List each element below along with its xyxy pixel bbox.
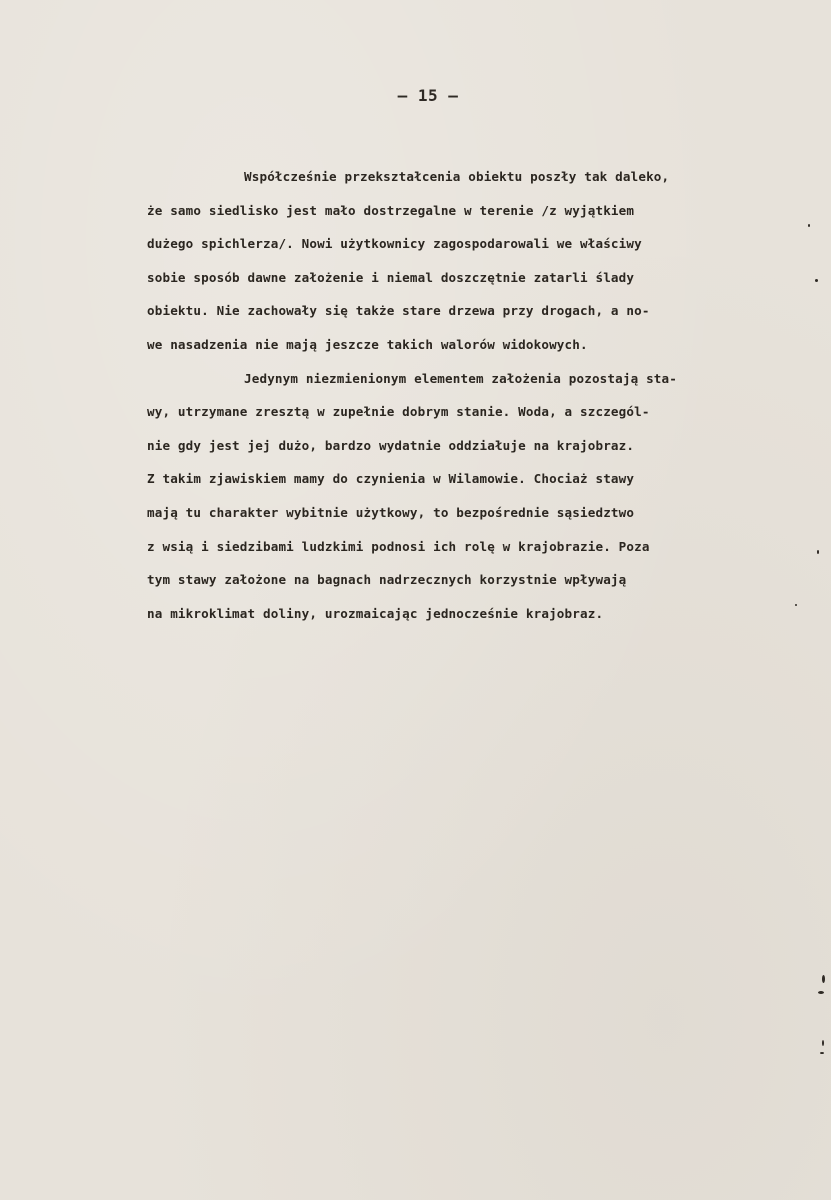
- ink-speck: [820, 1052, 824, 1054]
- page-number: – 15 –: [397, 86, 459, 105]
- ink-speck: [817, 550, 819, 554]
- text-line: we nasadzenia nie mają jeszcze takich walorów widokowych.: [147, 336, 588, 352]
- text-line: nie gdy jest jej dużo, bardzo wydatnie oddziałuje na krajobraz.: [147, 437, 635, 453]
- text-line: mają tu charakter wybitnie użytkowy, to bezpośrednie sąsiedztwo: [147, 504, 635, 520]
- paragraph-1: [147, 160, 817, 362]
- text-line: Współcześnie przekształcenia obiektu poszły tak daleko,: [244, 169, 670, 184]
- body-text: [147, 160, 817, 630]
- text-line: obiektu. Nie zachowały się także stare drzewa przy drogach, a no-: [147, 303, 650, 319]
- text-line: że samo siedlisko jest mało dostrzegalne w terenie /z wyjątkiem: [147, 202, 635, 218]
- ink-speck: [795, 604, 797, 606]
- text-line: Z takim zjawiskiem mamy do czynienia w Wilamowie. Chociaż stawy: [147, 471, 635, 487]
- paragraph-2: [147, 362, 817, 631]
- ink-speck: [822, 975, 825, 983]
- text-line: dużego spichlerza/. Nowi użytkownicy zagospodarowali we właściwy: [147, 236, 642, 252]
- text-line: Jedynym niezmienionym elementem założenia pozostają sta-: [244, 370, 677, 386]
- text-line: z wsią i siedzibami ludzkimi podnosi ich rolę w krajobrazie. Poza: [147, 538, 650, 554]
- ink-speck: [818, 991, 824, 994]
- text-line: sobie sposób dawne założenie i niemal doszczętnie zatarli ślady: [147, 269, 635, 285]
- text-line: wy, utrzymane zresztą w zupełnie dobrym stanie. Woda, a szczegól-: [147, 404, 650, 420]
- text-line: na mikroklimat doliny, urozmaicając jednocześnie krajobraz.: [147, 605, 604, 621]
- ink-speck: [808, 224, 810, 227]
- text-line: tym stawy założone na bagnach nadrzecznych korzystnie wpływają: [147, 572, 627, 588]
- ink-speck: [822, 1040, 824, 1046]
- ink-speck: [815, 279, 818, 282]
